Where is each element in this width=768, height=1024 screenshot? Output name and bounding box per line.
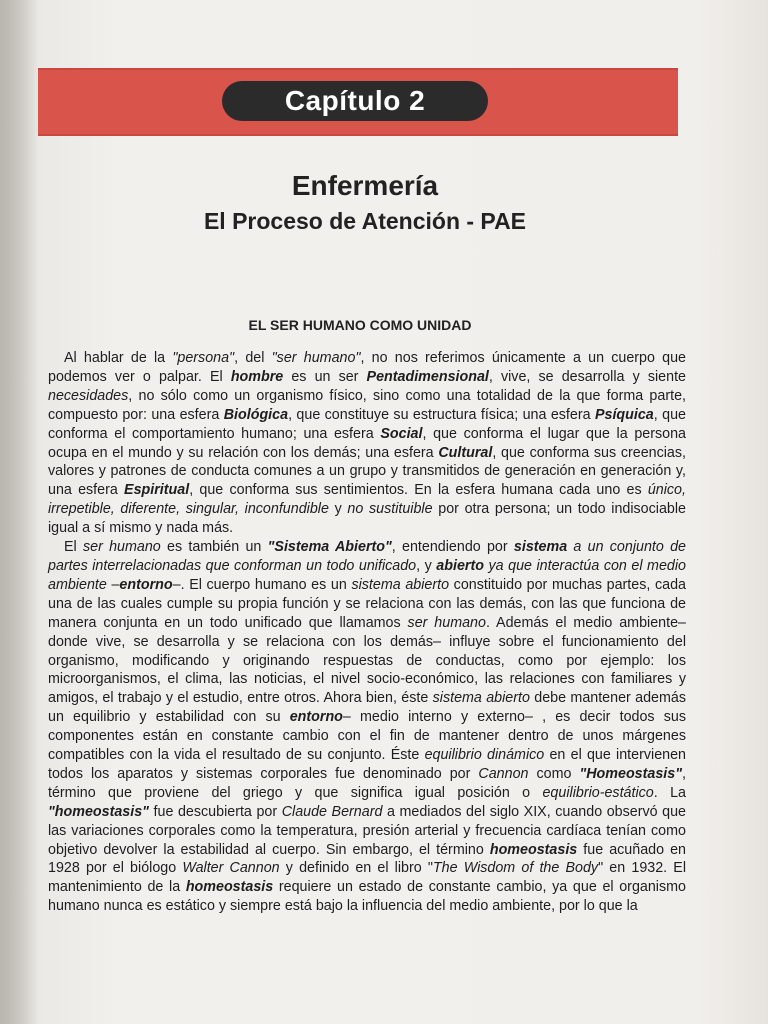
text-run: entorno [119, 576, 173, 593]
text-run: constituido por muchas partes, cada una de las cuales cumple su propia función y se relaciona con las demás, con las que funciona de manera conjunta en un todo unificado que llamamos [48, 576, 686, 631]
text-run: Pentadimensional [366, 368, 489, 385]
text-run: entorno [289, 709, 343, 726]
text-run: sistema abierto [432, 690, 530, 707]
text-run: – medio interno y externo– , es decir todos sus componentes están en constante cambio con el fin de mantener dentro de unos márgenes compatibles con la vida el resultado de su conjunto. Éste [48, 709, 686, 764]
text-run: sistema [513, 539, 568, 556]
text-run: equilibrio-estático [542, 784, 654, 801]
text-run: , que conforma el comportamiento humano; una esfera [48, 406, 686, 442]
text-run: "Sistema Abierto" [267, 539, 392, 556]
text-run: , y [416, 557, 437, 574]
text-run: Cultural [438, 444, 493, 461]
text-run: debe mantener además un equilibrio y estabilidad con su [48, 690, 686, 726]
page-subtitle: El Proceso de Atención - PAE [203, 208, 527, 234]
text-run: Al hablar de la [64, 350, 173, 366]
text-run: es un ser [283, 368, 367, 385]
paragraph-1 [48, 349, 686, 538]
text-run: Biológica [223, 406, 289, 423]
page-gutter-shadow [0, 0, 38, 1024]
text-run: a un conjunto de partes interrelacionadas que conforman un todo unificado [48, 539, 686, 574]
text-run: sistema abierto [351, 576, 450, 593]
text-run: . Además el medio ambiente– donde vive, se desarrolla y se relaciona con los demás– influye sobre el funcionamiento del organismo, modificando y originando respuestas de conductas, como por ejemplo: los microorganismos, el clima, las noticias, el nivel socio-económico, las relaciones con familiares y amigos, el trabajo y el estudio, entre otros. Ahora bien, éste [48, 614, 686, 707]
text-run: Espiritual [124, 482, 190, 499]
text-run: hombre [230, 368, 284, 385]
text-run: , entendiendo por [391, 539, 514, 556]
text-run: por otra persona; un todo indisociable igual a sí mismo y nada más. [48, 501, 686, 537]
text-run: y definido en el libro " [279, 860, 433, 877]
text-run: , no nos referimos únicamente a un cuerpo que podemos ver o palpar. El [48, 350, 686, 385]
text-run: ya que interactúa con el medio ambiente [48, 557, 686, 593]
text-run: , vive, se desarrolla y siente [488, 368, 686, 385]
text-run: – [106, 576, 120, 593]
text-run: The Wisdom of the Body [432, 860, 599, 877]
text-run: Claude Bernard [281, 803, 383, 820]
text-run: ser humano [407, 614, 486, 631]
text-run: , que conforma sus sentimientos. En la esfera humana cada uno es [189, 482, 648, 499]
text-run: no sustituible [347, 501, 433, 518]
text-run: homeostasis [185, 879, 274, 896]
text-run: , que conforma sus creencias, valores y patrones de conducta comunes a un grupo y transmitidos de generación en generación y, una esfera [48, 444, 687, 499]
text-run: Social [380, 425, 423, 442]
text-run: fue descubierta por [148, 803, 282, 820]
text-run: El [64, 539, 83, 556]
text-run: equilibrio dinámico [424, 747, 545, 764]
text-run: ser humano [82, 539, 161, 556]
text-run: homeostasis [489, 841, 578, 858]
text-run: " en 1932. El mantenimiento de la [48, 860, 687, 896]
text-run: único, irrepetible, diferente, singular, inconfundible [48, 482, 686, 518]
text-run: "persona" [172, 350, 235, 366]
page-title: Enfermería [291, 170, 439, 201]
text-run: requiere un estado de constante cambio, ya que el organismo humano nunca es estático y siempre está bajo la influencia del medio ambiente, por lo que la [48, 879, 686, 915]
text-run: –. El cuerpo humano es un [172, 576, 352, 593]
text-run: . La [653, 784, 686, 801]
section-heading: EL SER HUMANO COMO UNIDAD [248, 317, 472, 333]
text-run: , que constituye su estructura física; una esfera [288, 406, 595, 423]
text-run: a mediados del siglo XIX, cuando observó que las variaciones corporales como la temperatura, presión arterial y frecuencia cardíaca tenían como objetivo devolver la estabilidad al cuerpo. Sin embargo, el término [48, 803, 686, 858]
text-run: y [328, 501, 348, 518]
chapter-label: Capítulo 2 [222, 81, 488, 121]
text-run: , del [234, 350, 272, 366]
text-run: en el que intervienen todos los aparatos y sistemas corporales fue denominado por [48, 747, 686, 782]
text-run: , término que proviene del griego y que significa igual posición o [48, 765, 686, 801]
text-run: Psíquica [594, 406, 654, 423]
paragraph-2 [48, 538, 686, 916]
text-run: Walter Cannon [182, 860, 280, 877]
text-run: Cannon [478, 765, 529, 782]
text-run: "homeostasis" [48, 803, 149, 820]
text-run: fue acuñado en 1928 por el biólogo [48, 841, 686, 877]
body-text [48, 349, 686, 916]
text-run: abierto [436, 557, 484, 574]
text-run: , que conforma el lugar que la persona ocupa en el mundo y su relación con los demás; una esfera [48, 425, 686, 461]
text-run: es también un [160, 539, 268, 556]
text-run: necesidades [48, 387, 129, 404]
text-run: "Homeostasis" [579, 765, 683, 782]
text-run: , no sólo como un organismo físico, sino como una totalidad de la que forma parte, compuesto por: una esfera [48, 387, 686, 423]
text-run: como [528, 765, 580, 782]
text-run: "ser humano" [271, 350, 361, 366]
